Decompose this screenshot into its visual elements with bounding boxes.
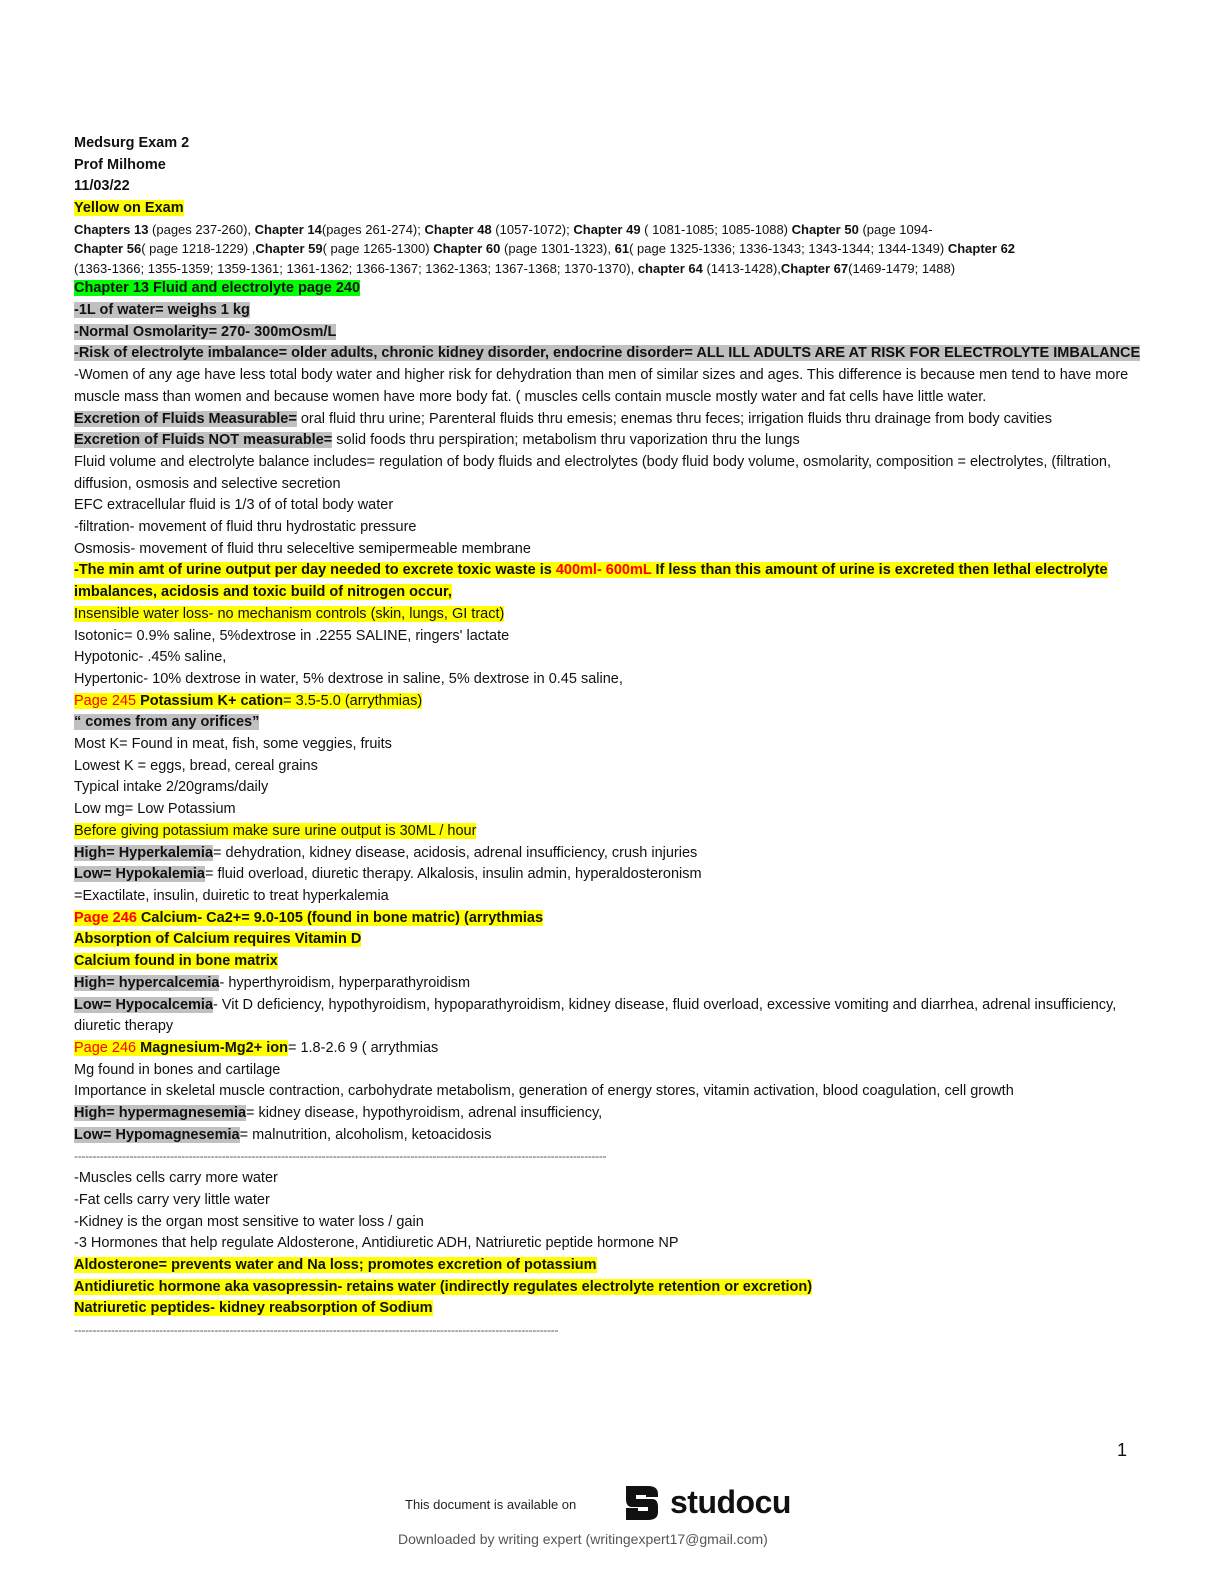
doc-title: Medsurg Exam 2 [74,135,190,151]
document-page [74,133,1154,1342]
hypercalcemia: High= hypercalcemia- hyperthyroidism, hyperparathyroidism [74,974,471,991]
separator-line: ------------------------------------------------------------------------------------------------------------------------------------------------ [74,1149,607,1164]
hypotonic-note: Hypotonic- .45% saline, [74,649,227,666]
kidney-note: -Kidney is the organ most sensitive to water loss / gain [74,1213,424,1230]
hypertonic-note: Hypertonic- 10% dextrose in water, 5% dextrose in saline, 5% dextrose in 0.45 saline, [74,670,623,687]
chapters-line-1: Chapters 13 (pages 237-260), Chapter 14(pages 261-274); Chapter 48 (1057-1072); Chapter 49 ( 1081-1085; 1085-1088) Chapter 50 (page 1094- [74,221,933,237]
isotonic-note: Isotonic= 0.9% saline, 5%dextrose in .2255 SALINE, ringers' lactate [74,627,510,644]
insensible-loss: Insensible water loss- no mechanism controls (skin, lungs, GI tract) [74,605,505,622]
women-body-water: -Women of any age have less total body water and higher risk for dehydration than men of similar sizes and ages. This difference is because men tend to have more muscle mass than women and because women have more body fat. ( muscles cells contain muscle mostly water and fat cells have little water. [74,367,1129,405]
downloaded-by-text: Downloaded by writing expert (writingexpert17@gmail.com) [398,1531,768,1547]
calcium-absorption: Absorption of Calcium requires Vitamin D [74,931,362,948]
potassium-before: Before giving potassium make sure urine output is 30ML / hour [74,822,477,839]
hypocalcemia: Low= Hypocalcemia- Vit D deficiency, hypothyroidism, hypoparathyroidism, kidney disease, fluid overload, excessive vomiting and diarrhea, adrenal insufficiency, diuretic therapy [74,996,1117,1035]
electrolyte-risk: -Risk of electrolyte imbalance= older adults, chronic kidney disorder, endocrine disorder= ALL ILL ADULTS ARE AT RISK FOR ELECTROLYTE IMBALANCE [74,345,1141,362]
studocu-logo[interactable] [620,1480,791,1524]
excretion-measurable: Excretion of Fluids Measurable= oral fluid thru urine; Parenteral fluids thru emesis; enemas thru feces; irrigation fluids thru drainage from body cavities [74,410,1052,427]
studocu-brand-name: studocu [670,1483,791,1520]
excretion-not-measurable: Excretion of Fluids NOT measurable= solid foods thru perspiration; metabolism thru vaporization thru the lungs [74,432,800,449]
muscle-cells-note: -Muscles cells carry more water [74,1170,278,1187]
efc-note: EFC extracellular fluid is 1/3 of of total body water [74,497,394,514]
water-weight: -1L of water= weighs 1 kg [74,302,250,319]
separator-line-2: ----------------------------------------------------------------------------------------------------------------------------------- [74,1323,559,1338]
hyperkalemia: High= Hyperkalemia= dehydration, kidney disease, acidosis, adrenal insufficiency, crush injuries [74,844,698,861]
low-mg-note: Low mg= Low Potassium [74,801,236,818]
doc-date: 11/03/22 [74,178,130,195]
chapter13-heading: Chapter 13 Fluid and electrolyte page 240 [74,280,361,297]
potassium-heading: Page 245 Potassium K+ cation= 3.5-5.0 (arrythmias) [74,692,423,709]
three-hormones-note: -3 Hormones that help regulate Aldosterone, Antidiuretic ADH, Natriuretic peptide hormone NP [74,1235,679,1252]
studocu-logo-icon [620,1480,664,1524]
legend-yellow: Yellow on Exam [74,200,184,217]
potassium-intake: Typical intake 2/20grams/daily [74,779,269,796]
natriuretic-note: Natriuretic peptides- kidney reabsorption of Sodium [74,1300,433,1317]
hyperkalemia-treatment: =Exactilate, insulin, duiretic to treat hyperkalemia [74,888,389,904]
filtration-note: -filtration- movement of fluid thru hydrostatic pressure [74,519,417,536]
chapters-line-2: Chapter 56( page 1218-1229) ,Chapter 59( page 1265-1300) Chapter 60 (page 1301-1323), 61( page 1325-1336; 1336-1343; 1343-1344; 1344-1349) Chapter 62 [74,241,1016,257]
page-number: 1 [1117,1440,1128,1460]
normal-osmolarity: -Normal Osmolarity= 270- 300mOsm/L [74,323,337,340]
chapters-line-3: (1363-1366; 1355-1359; 1359-1361; 1361-1362; 1366-1367; 1362-1363; 1367-1368; 1370-1370), chapter 64 (1413-1428),Chapter 67(1469-1479; 1488) [74,260,956,276]
potassium-orifices: “ comes from any orifices” [74,714,260,731]
footer-available-text: This document is available on [405,1497,577,1512]
magnesium-importance: Importance in skeletal muscle contraction, carbohydrate metabolism, generation of energy stores, vitamin activation, blood coagulation, cell growth [74,1083,1014,1100]
fat-cells-note: -Fat cells carry very little water [74,1191,270,1208]
adh-note: Antidiuretic hormone aka vasopressin- retains water (indirectly regulates electrolyte retention or excretion) [74,1278,813,1295]
potassium-most: Most K= Found in meat, fish, some veggies, fruits [74,736,392,753]
fluid-balance: Fluid volume and electrolyte balance includes= regulation of body fluids and electrolytes (body fluid body volume, osmolarity, composition = electrolytes, (filtration, diffusion, osmosis and selective secretion [74,453,1112,492]
calcium-heading: Page 246 Calcium- Ca2+= 9.0-105 (found in bone matric) (arrythmias [74,909,544,926]
magnesium-found: Mg found in bones and cartilage [74,1061,281,1078]
hypermagnesemia: High= hypermagnesemia= kidney disease, hypothyroidism, adrenal insufficiency, [74,1105,603,1122]
potassium-lowest: Lowest K = eggs, bread, cereal grains [74,757,318,774]
calcium-found: Calcium found in bone matrix [74,953,278,970]
aldosterone-note: Aldosterone= prevents water and Na loss; promotes excretion of potassium [74,1256,597,1273]
osmosis-note: Osmosis- movement of fluid thru seleceltive semipermeable membrane [74,540,531,557]
doc-professor: Prof Milhome [74,156,166,173]
magnesium-heading: Page 246 Magnesium-Mg2+ ion= 1.8-2.6 9 ( arrythmias [74,1039,439,1056]
hypokalemia: Low= Hypokalemia= fluid overload, diuretic therapy. Alkalosis, insulin admin, hyperaldosteronism [74,866,702,883]
hypomagnesemia: Low= Hypomagnesemia= malnutrition, alcoholism, ketoacidosis [74,1126,492,1143]
urine-output-note: -The min amt of urine output per day needed to excrete toxic waste is 400ml- 600mL If less than this amount of urine is excreted then lethal electrolyte imbalances, acidosis and toxic build of nitrogen occur, [74,562,1108,601]
